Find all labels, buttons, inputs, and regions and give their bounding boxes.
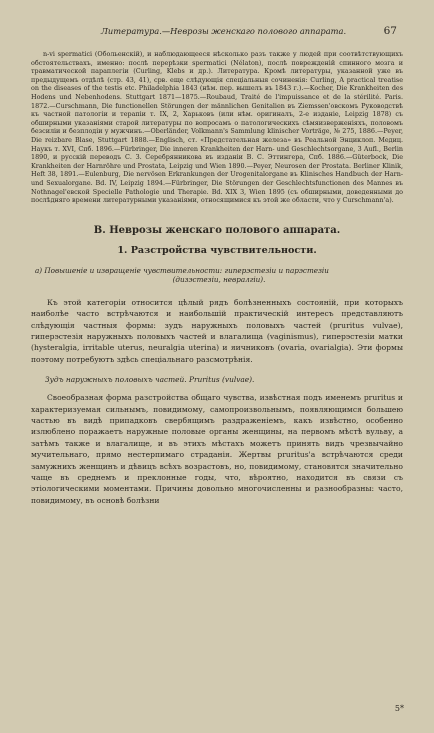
intro-paragraph: Къ этой категоріи относится цѣлый рядъ болѣзненныхъ состояній, при которыхъ наиболѣе часто встрѣчаются и наибольшій практическій интересъ представляютъ слѣдующія частныя формы: зудъ наружныхъ половыхъ частей (pruritus vulvae), гиперэстезія наружныхъ половыхъ частей и влагалища (vaginismus), гиперэстезіи матки (hysteralgia, irritable uterus, neuralgia uterina) и яичниковъ (ovaria, ovarialgia). Эти формы поэтому потребуютъ здѣсь спеціальнаго разсмотрѣнія. <box>31 297 403 364</box>
pruritus-paragraph: Своеобразная форма разстройства общаго чувства, извѣстная подъ именемъ pruritus и характеризуемая сильнымъ, повидимому, самопроизвольнымъ, появляющимся большею частью въ видѣ припадковъ свербящимъ раздраженіемъ, какъ извѣстно, особенно излюблено поражаетъ наружные половые органы женщины, на первомъ мѣстѣ вульву, а затѣмъ также и влагалище, и въ этихъ мѣстахъ можетъ принять видъ чрезвычайно мучительнаго, прямо нестерпимаго страданія. Жертвы pruritus'а встрѣчаются среди замужнихъ женщинъ и дѣвицъ всѣхъ возрастовъ, но, повидимому, становятся значительно чаще въ среднемъ и преклонные годы, что, вѣроятно, находится въ связи съ этіологическими моментами. Причины довольно многочисленны и разнообразны: часто, повидимому, въ основѣ болѣзни <box>31 393 403 505</box>
section-title: В. Неврозы женскаго полового аппарата. <box>93 224 341 236</box>
intro-text <box>31 297 403 365</box>
pruritus-heading: Зудъ наружныхъ половыхъ частей. Pruritus (vulvae). <box>45 375 255 385</box>
subsection-a-heading <box>31 266 403 284</box>
page-number: 67 <box>383 25 397 37</box>
running-head: Литература.—Неврозы женскаго полового аппарата. <box>101 26 347 36</box>
page-header <box>31 26 403 40</box>
signature-mark: 5* <box>394 704 404 713</box>
literature-paragraph: n-vi spermatici (Обольенскій), и наблюдающееся нѣсколько разъ также у людей при соотвѣтствующихъ обстоятельствахъ, именно: послѣ перерѣзки spermatici (Nélaton), послѣ поврежденій спинного мозга и травматической параплегіи (Curling, Klebs и др.). Литература. Кромѣ литературы, указанной уже въ предыдущемъ отдѣлѣ (стр. 43, 41), срв. еще слѣдующія спеціальныя сочиненія: Curling, A practical treatise on the diseases of the testis etc. Philadelphia 1843 (нѣм. пер. вышелъ въ 1843 г.).—Kocher, Die Krankheiten des Hodens und Nebenhodens. Stuttgart 1871—1875.—Roubaud, Traité de l'impuissance et de la stérilité. Paris. 1872.—Curschmann, Die functionellen Störungen der männlichen Genitalien въ Ziemssen'овскомъ Руководствѣ къ частной патологіи и терапіи т. IX, 2, Харьковъ (или нѣм. оригиналъ, 2-е изданіе, Leipzig 1878) съ обширными указаніями старой литературы по вопросамъ о патологическихъ сѣмяизверженіяхъ, половомъ безсиліи и безплодіи у мужчинъ.—Oberländer, Volkmann's Sammlung klinischer Vorträge, № 275, 1886.—Peyer, Die reizbare Blase, Stuttgart 1888.—Englisch, ст. «Предстательная железа» въ Реальной Энциклоп. Медиц. Наукъ т. XVI, Спб. 1896.—Fürbringer, Die inneren Krankheiten der Harn- und Geschlechtsorgane, 3 Aufl., Berlin 1890, и русскій переводъ С. З. Серебрянникова въ изданіи В. С. Эттингера, Спб. 1886.—Güterbock, Die Krankheiten der Harnröhre und Prostata, Leipzig und Wien 1890.—Peyer, Neurosen der Prostata. Berliner Klinik, Heft 38, 1891.—Eulenburg, Die nervösen Erkrankungen der Urogenitalorgane въ Klinisches Handbuch der Harn- und Sexualorgane. Bd. IV, Leipzig 1894.—Fürbringer, Die Störungen der Geschlechtsfunctionen des Mannes въ Nothnagel'евской Specielle Pathologie und Therapie. Bd. XIX 3, Wien 1895 (съ обширными, доведенными до послѣдняго времени литературными указаніями, относящимися къ этой же области, что у Curschmann'а). <box>31 50 403 205</box>
subsection-a-continuation: (дизэстезіи, невралгіи). <box>172 274 266 284</box>
literature-section <box>31 50 403 205</box>
subsection-title: 1. Разстройства чувствительности. <box>117 244 317 256</box>
pruritus-text <box>31 392 403 506</box>
subsection-a-label: а) Повышеніе и извращеніе чувствительности: гиперэстезіи и парэстезіи <box>35 265 329 275</box>
